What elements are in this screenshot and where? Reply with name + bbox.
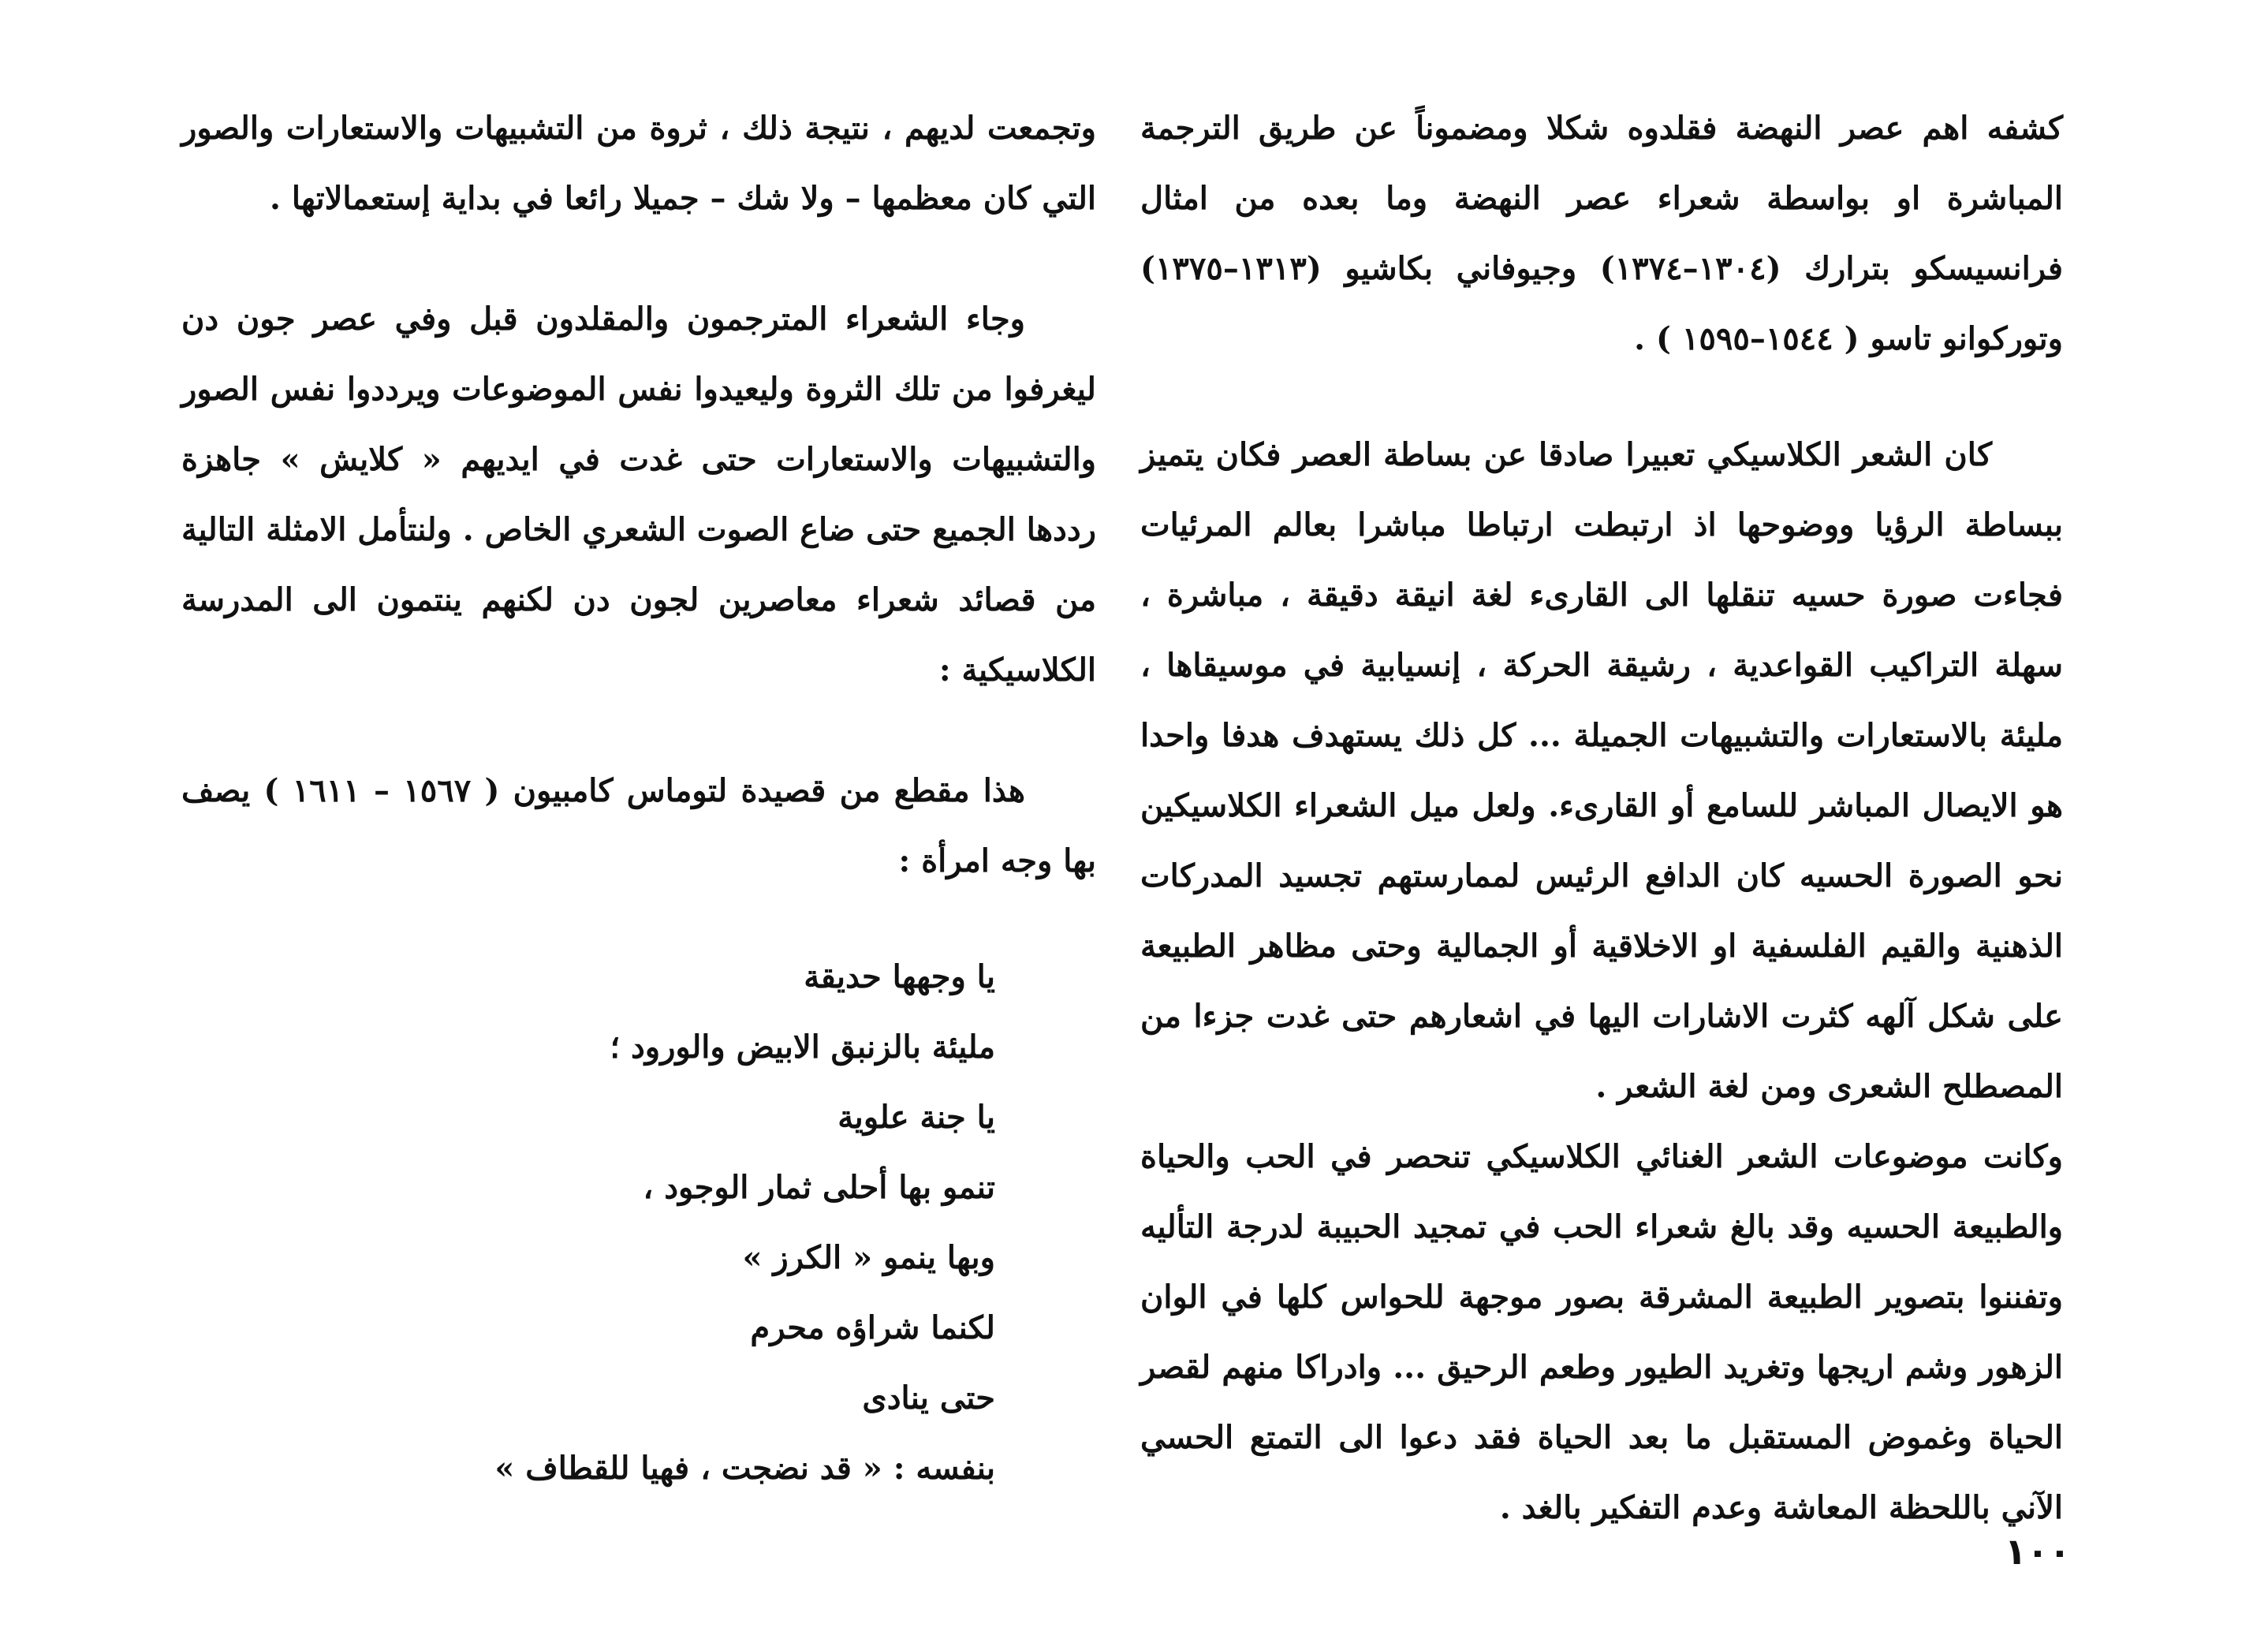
left-text-column xyxy=(181,93,1096,1503)
right-paragraph-3: وكانت موضوعات الشعر الغنائي الكلاسيكي تنحصر في الحب والحياة والطبيعة الحسيه وقد بالغ شعراء الحب في تمجيد الحبيبة لدرجة التأليه وتفننوا بتصوير الطبيعة المشرقة بصور موجهة للحواس كلها في الوان الزهور وشم اريجها وتغريد الطيور وطعم الرحيق ... وادراكا منهم لقصر الحياة وغموض المستقبل ما بعد الحياة فقد دعوا الى التمتع الحسي الآني باللحظة المعاشة وعدم التفكير بالغد . xyxy=(1140,1138,2063,1526)
right-paragraph-2: كان الشعر الكلاسيكي تعبيرا صادقا عن بساطة العصر فكان يتميز ببساطة الرؤيا ووضوحها اذ ارتبطت ارتباطا مباشرا بعالم المرئيات فجاءت صورة حسيه تنقلها الى القارىء لغة انيقة دقيقة ، مباشرة ، سهلة التراكيب القواعدية ، رشيقة الحركة ، إنسيابية في موسيقاها ، مليئة بالاستعارات والتشبيهات الجميلة ... كل ذلك يستهدف هدفا واحدا هو الايصال المباشر للسامع أو القارىء. ولعل ميل الشعراء الكلاسيكين نحو الصورة الحسيه كان الدافع الرئيس لممارستهم تجسيد المدركات الذهنية والقيم الفلسفية او الاخلاقية أو الجمالية وحتى مظاهر الطبيعة على شكل آلهه كثرت الاشارات اليها في اشعارهم حتى غدت جزءا من المصطلح الشعرى ومن لغة الشعر . xyxy=(1140,436,2064,1105)
poem-line: لكنما شراؤه محرم xyxy=(750,1309,995,1346)
poem-line: مليئة بالزنبق الابيض والورود ؛ xyxy=(610,1028,995,1066)
poem-line: وبها ينمو « الكرز » xyxy=(742,1239,995,1276)
page-number: ١٠٠ xyxy=(2004,1530,2071,1573)
left-paragraph-3: هذا مقطع من قصيدة لتوماس كامبيون ( ١٥٦٧ – ١٦١١ ) يصف بها وجه امرأة : xyxy=(181,772,1096,879)
right-text-column xyxy=(1140,93,2063,1543)
poem-line: يا جنة علوية xyxy=(837,1099,995,1136)
poem-line: تنمو بها أحلى ثمار الوجود ، xyxy=(643,1169,995,1206)
left-paragraph-2: وجاء الشعراء المترجمون والمقلدون قبل وفي عصر جون دن ليغرفوا من تلك الثروة وليعيدوا نفس الموضوعات ويرددوا نفس الصور والتشبيهات والاستعارات حتى غدت في ايديهم « كلايش » جاهزة رددها الجميع حتى ضاع الصوت الشعري الخاص . ولنتأمل الامثلة التالية من قصائد شعراء معاصرين لجون دن لكنهم ينتمون الى المدرسة الكلاسيكية : xyxy=(181,301,1096,689)
poem-block xyxy=(181,942,1096,1503)
poem-line: بنفسه : « قد نضجت ، فهيا للقطاف » xyxy=(494,1450,995,1487)
right-paragraph-1: كشفه اهم عصر النهضة فقلدوه شكلا ومضموناً عن طريق الترجمة المباشرة او بواسطة شعراء عصر النهضة وما بعده من امثال فرانسيسكو بترارك (١٣٠٤–١٣٧٤) وجيوفاني بكاشيو (١٣١٣–١٣٧٥) وتوركوانو تاسو ( ١٥٤٤–١٥٩٥ ) . xyxy=(1140,110,2063,357)
left-paragraph-1: وتجمعت لديهم ، نتيجة ذلك ، ثروة من التشبيهات والاستعارات والصور التي كان معظمها – ولا شك – جميلا رائعا في بداية إستعمالاتها . xyxy=(181,110,1096,217)
poem-line: يا وجهها حديقة xyxy=(804,958,995,995)
poem-line: حتى ينادى xyxy=(862,1379,995,1417)
